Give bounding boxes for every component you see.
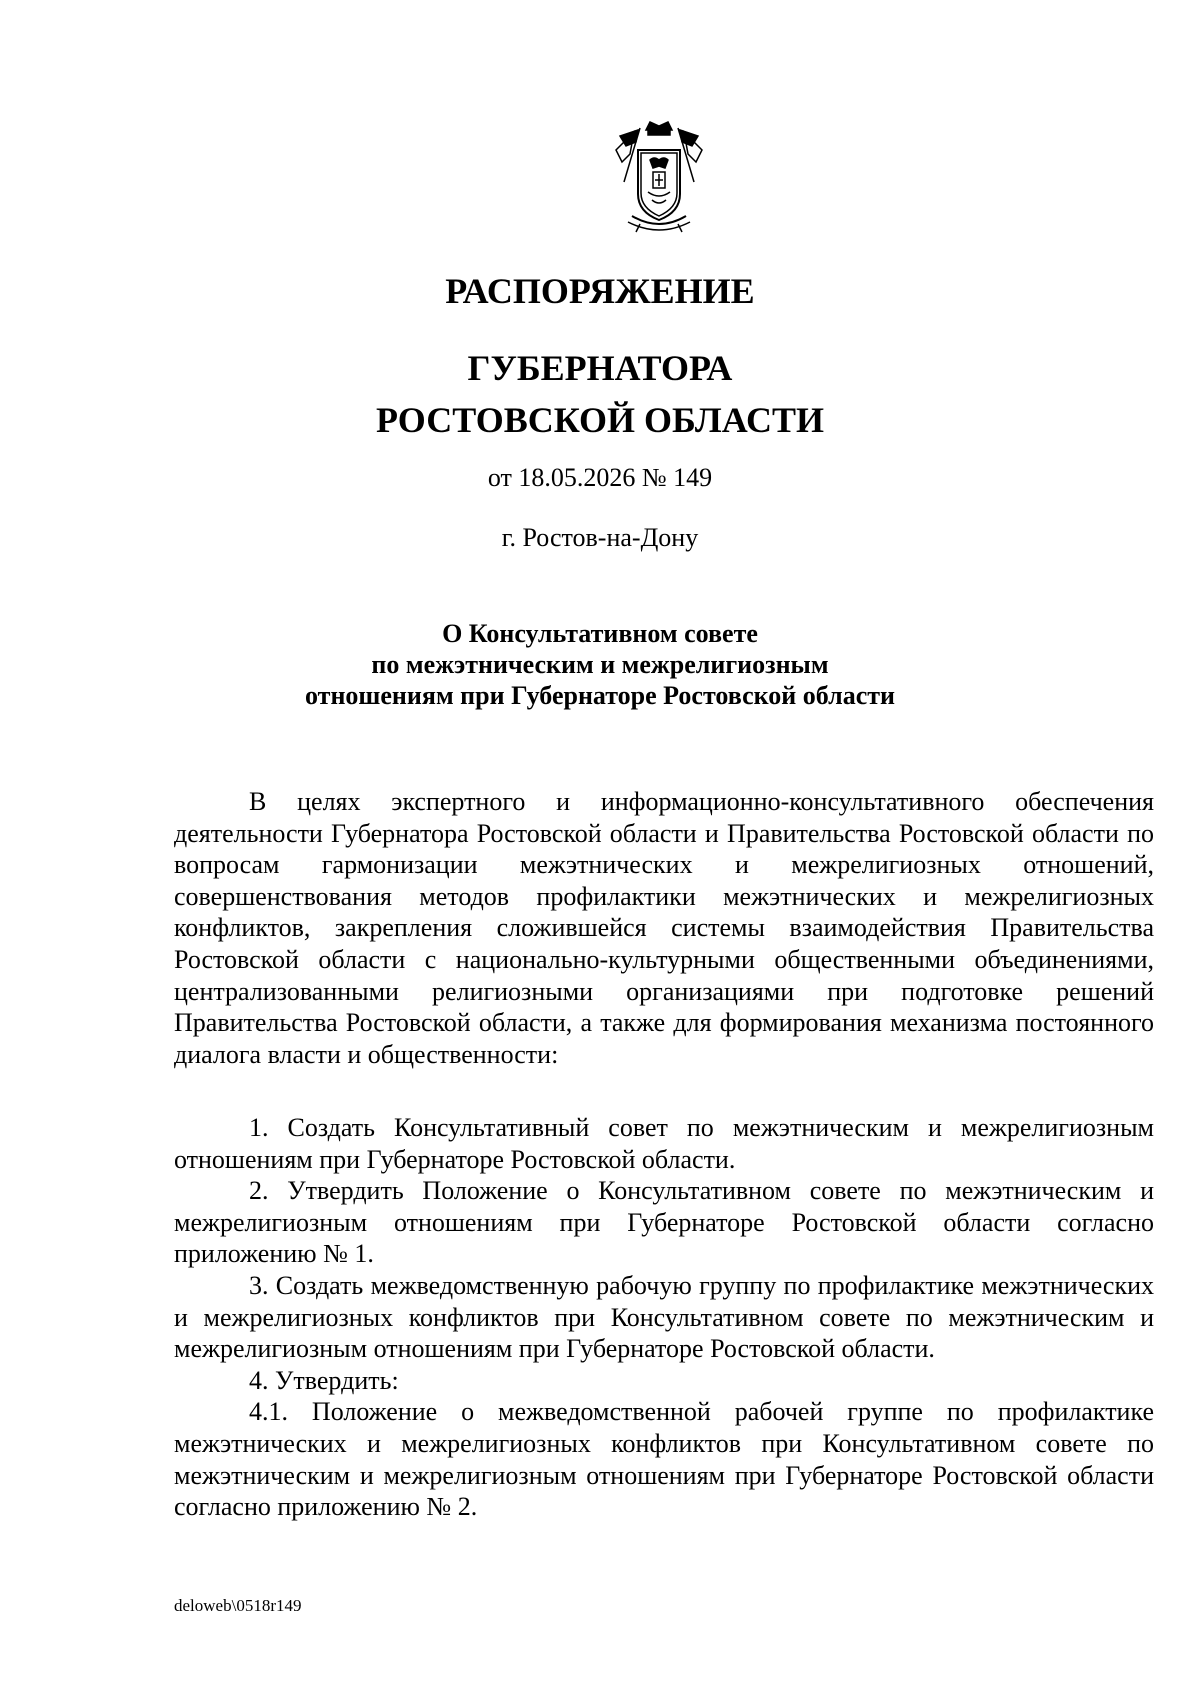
authority-line-1: ГУБЕРНАТОРА (467, 348, 733, 388)
document-type-title: РАСПОРЯЖЕНИЕ (445, 271, 755, 311)
subject-line-1: О Консультативном совете (442, 619, 758, 648)
document-file-reference: deloweb\0518r149 (174, 1596, 302, 1615)
preamble (174, 786, 1154, 1070)
point-4: 4. Утвердить: (249, 1365, 399, 1395)
issuing-authority (0, 342, 1200, 446)
coat-of-arms-emblem (610, 120, 708, 237)
point-3: 3. Создать межведомственную рабочую группу по профилактике межэтнических и межрелигиозных конфликтов при Консультативном совете по межэтническим и межрелигиозным отношениям при Губернаторе Ростовской области. (174, 1270, 1154, 1364)
document-city: г. Ростов-на-Дону (501, 523, 699, 552)
point-4-1: 4.1. Положение о межведомственной рабочей группе по профилактике межэтнических и межрелигиозных конфликтов при Консультативном совете по межэтническим и межрелигиозным отношениям при Губернаторе Ростовской области согласно приложению № 2. (174, 1397, 1154, 1522)
authority-line-2: РОСТОВСКОЙ ОБЛАСТИ (376, 400, 824, 440)
document-date-number: от 18.05.2026 № 149 (487, 463, 713, 492)
resolution-points (174, 1112, 1154, 1523)
subject-line-3: отношениям при Губернаторе Ростовской области (305, 681, 895, 710)
point-1: 1. Создать Консультативный совет по межэтническим и межрелигиозным отношениям при Губернаторе Ростовской области. (174, 1113, 1154, 1174)
preamble-paragraph: В целях экспертного и информационно-консультативного обеспечения деятельности Губернатора Ростовской области и Правительства Ростовской области по вопросам гармонизации межэтнических и межрелигиозных отношений, совершенствования методов профилактики межэтнических и межрелигиозных конфликтов, закрепления сложившейся системы взаимодействия Правительства Ростовской области с национально-культурными общественными объединениями, централизованными религиозными организациями при подготовке решений Правительства Ростовской области, а также для формирования механизма постоянного диалога власти и общественности: (174, 787, 1154, 1069)
point-2: 2. Утвердить Положение о Консультативном совете по межэтническим и межрелигиозным отношениям при Губернаторе Ростовской области согласно приложению № 1. (174, 1176, 1154, 1269)
document-subject (0, 618, 1200, 711)
subject-line-2: по межэтническим и межрелигиозным (371, 650, 829, 679)
